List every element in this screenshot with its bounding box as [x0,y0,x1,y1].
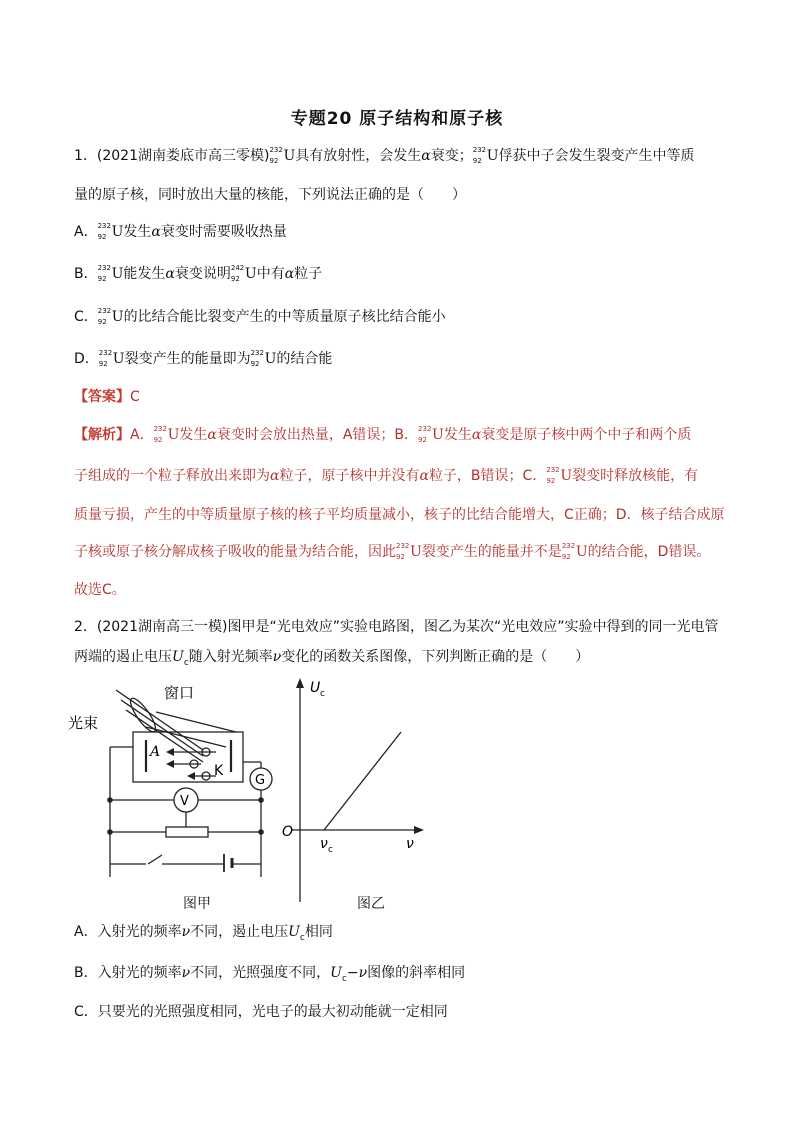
galvanometer-label: G [255,773,266,788]
cathode-label: K [214,763,224,779]
fig-caption-b: 图乙 [357,896,385,912]
anode-label: A [150,744,161,760]
q1-option-d[interactable]: D． 232 92 U裂变产生的能量即为 232 92 U的结合能 [74,349,333,368]
q1-analysis-line1: 【解析】A． 232 92 U发生α衰变时会放出热量，A错误；B． 232 92 U发生α衰变是原子核中两个中子和两个质 [74,425,692,444]
svg-text:c: c [328,845,333,855]
photoelectric-figure [66,672,436,917]
fig-caption-a: 图甲 [183,896,211,912]
graph-threshold: ν [320,836,328,852]
graph-xlabel: ν [406,836,414,852]
q2-option-a[interactable]: A．入射光的频率ν不同，遏止电压$U_c$相同 [74,924,333,943]
q1-stem-line2: 量的原子核，同时放出大量的核能，下列说法正确的是（ ） [74,187,466,203]
q2-stem-line1: 2．(2021湖南高三一模)图甲是“光电效应”实验电路图，图乙为某次“光电效应”实验中得到的同一光电管 [74,619,719,635]
graph-origin: O [282,824,294,840]
q1-analysis-line5: 故选C。 [74,582,126,598]
page-title: 专题20 原子结构和原子核 [290,109,504,129]
graph-ylabel: U [310,680,321,696]
q1-option-b[interactable]: B． 232 92 U能发生α衰变说明 242 92 U中有α粒子 [74,264,323,283]
window-label: 窗口 [164,684,195,702]
q1-analysis-line4: 子核或原子核分解成核子吸收的能量为结合能，因此 232 92 U裂变产生的能量并不是 232 92 U的结合能，D错误。 [74,542,711,561]
q1-option-c[interactable]: C． 232 92 U的比结合能比裂变产生的中等质量原子核比结合能小 [74,307,446,326]
q2-option-c[interactable]: C．只要光的光照强度相同，光电子的最大初动能就一定相同 [74,1004,448,1020]
q1-option-a[interactable]: A． 232 92 U发生α衰变时需要吸收热量 [74,222,287,241]
q2-option-b[interactable]: B．入射光的频率ν不同，光照强度不同，$U_c-\nu$图像的斜率相同 [74,965,466,984]
q1-analysis-line3: 质量亏损，产生的中等质量原子核的核子平均质量减小，核子的比结合能增大，C正确；D．核子结合成原 [74,507,725,523]
q1-stem-line1: 1．(2021湖南娄底市高三零模) 232 92 U具有放射性，会发生α衰变； 232 92 U俘获中子会发生裂变产生中等质 [74,146,695,165]
beam-label: 光束 [68,714,99,732]
q1-analysis-line2: 子组成的一个粒子释放出来即为α粒子，原子核中并没有α粒子，B错误；C． 232 92 U裂变时释放核能，有 [74,466,699,485]
voltmeter-label: V [180,794,189,809]
q2-stem-line2: 两端的遏止电压$U_c$随入射光频率ν变化的函数关系图像，下列判断正确的是（ ） [74,649,590,668]
svg-text:c: c [320,689,325,699]
u232-isotope: 232 92 [269,146,283,165]
q1-answer: 【答案】C [74,389,140,405]
